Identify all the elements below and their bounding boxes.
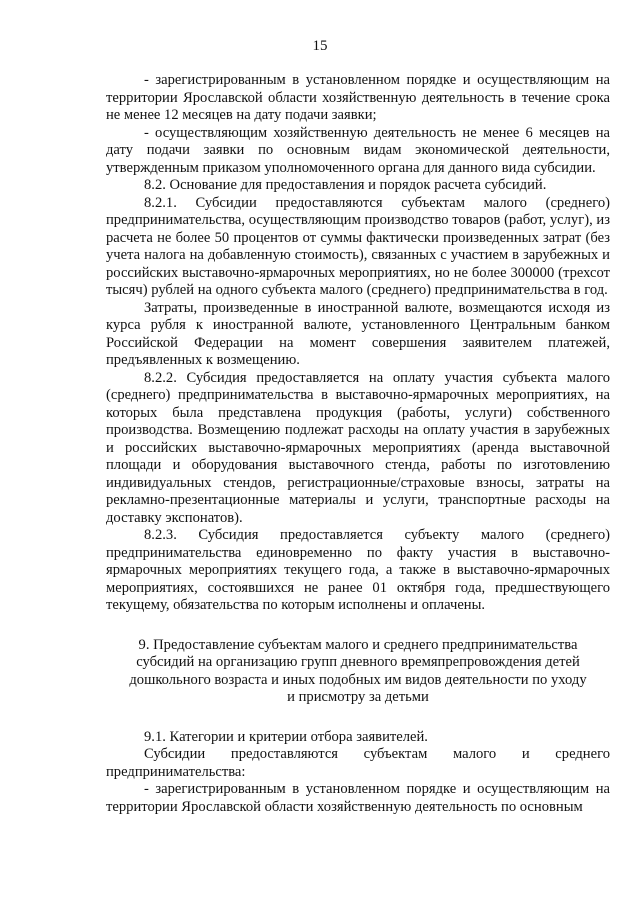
document-body: [106, 72, 610, 816]
section-9-heading-line2: субсидий на организацию групп дневного времяпрепровождения детей: [136, 654, 580, 670]
page-number: 15: [312, 38, 328, 54]
paragraph-8-2-1: 8.2.1. Субсидии предоставляются субъектам малого (среднего) предпринимательства, осуществляющим производство товаров (работ, услуг), из расчета не более 50 процентов от суммы фактически произведенных затрат (без учета налога на добавленную стоимость), связанных с участием в зарубежных и российских выставочно-ярмарочных мероприятиях, но не более 300000 (трехсот тысяч) рублей на одного субъекта малого (среднего) предпринимательства в год.: [106, 194, 610, 298]
section-9-heading-line4: и присмотру за детьми: [287, 689, 429, 705]
paragraph-8-2-3: 8.2.3. Субсидия предоставляется субъекту малого (среднего) предпринимательства единовременно по факту участия в выставочно-ярмарочных мероприятиях текущего года, а также в выставочно-ярмарочных мероприятиях, состоявшихся не ранее 01 октября года, предшествующего текущему, обязательства по которым исполнены и оплачены.: [106, 527, 610, 613]
paragraph-subsidies-recipients: Субсидии предоставляются субъектам малого и среднего предпринимательства:: [106, 746, 610, 780]
paragraph-9-1-heading: 9.1. Категории и критерии отбора заявителей.: [144, 728, 428, 745]
section-9-heading-line1: 9. Предоставление субъектам малого и среднего предпринимательства: [138, 636, 578, 653]
paragraph-registered-12-months: - зарегистрированным в установленном порядке и осуществляющим на территории Ярославской области хозяйственную деятельность в течение срока не менее 12 месяцев на дату подачи заявки;: [106, 72, 610, 123]
paragraph-registered-main-activity: - зарегистрированным в установленном порядке и осуществляющим на территории Ярославской области хозяйственную деятельность по основным: [106, 781, 610, 815]
paragraph-activity-6-months: - осуществляющим хозяйственную деятельность не менее 6 месяцев на дату подачи заявки по основным видам экономической деятельности, утвержденным приказом уполномоченного органа для данного вида субсидии.: [106, 124, 610, 176]
section-9-heading: [106, 637, 610, 707]
paragraph-8-2-2: 8.2.2. Субсидия предоставляется на оплату участия субъекта малого (среднего) предпринимательства в выставочно-ярмарочных мероприятиях, на которых была представлена продукция (работы, услуги) собственного производства. Возмещению подлежат расходы на оплату участия в зарубежных и российских выставочно-ярмарочных мероприятиях (аренда выставочной площади и оборудования выставочного стенда, работы по изготовлению индивидуальных стендов, регистрационные/страховые взносы, затраты на рекламно-презентационные материалы и услуги, транспортные расходы на доставку экспонатов).: [106, 369, 610, 526]
section-9-heading-line3: дошкольного возраста и иных подобных им видов деятельности по уходу: [129, 671, 587, 688]
paragraph-8-2-heading: 8.2. Основание для предоставления и порядок расчета субсидий.: [144, 177, 547, 193]
paragraph-foreign-currency: Затраты, произведенные в иностранной валюте, возмещаются исходя из курса рубля к иностранной валюте, установленного Центральным банком Российской Федерации на момент совершения заявителем платежей, предъявленных к возмещению.: [106, 299, 610, 368]
